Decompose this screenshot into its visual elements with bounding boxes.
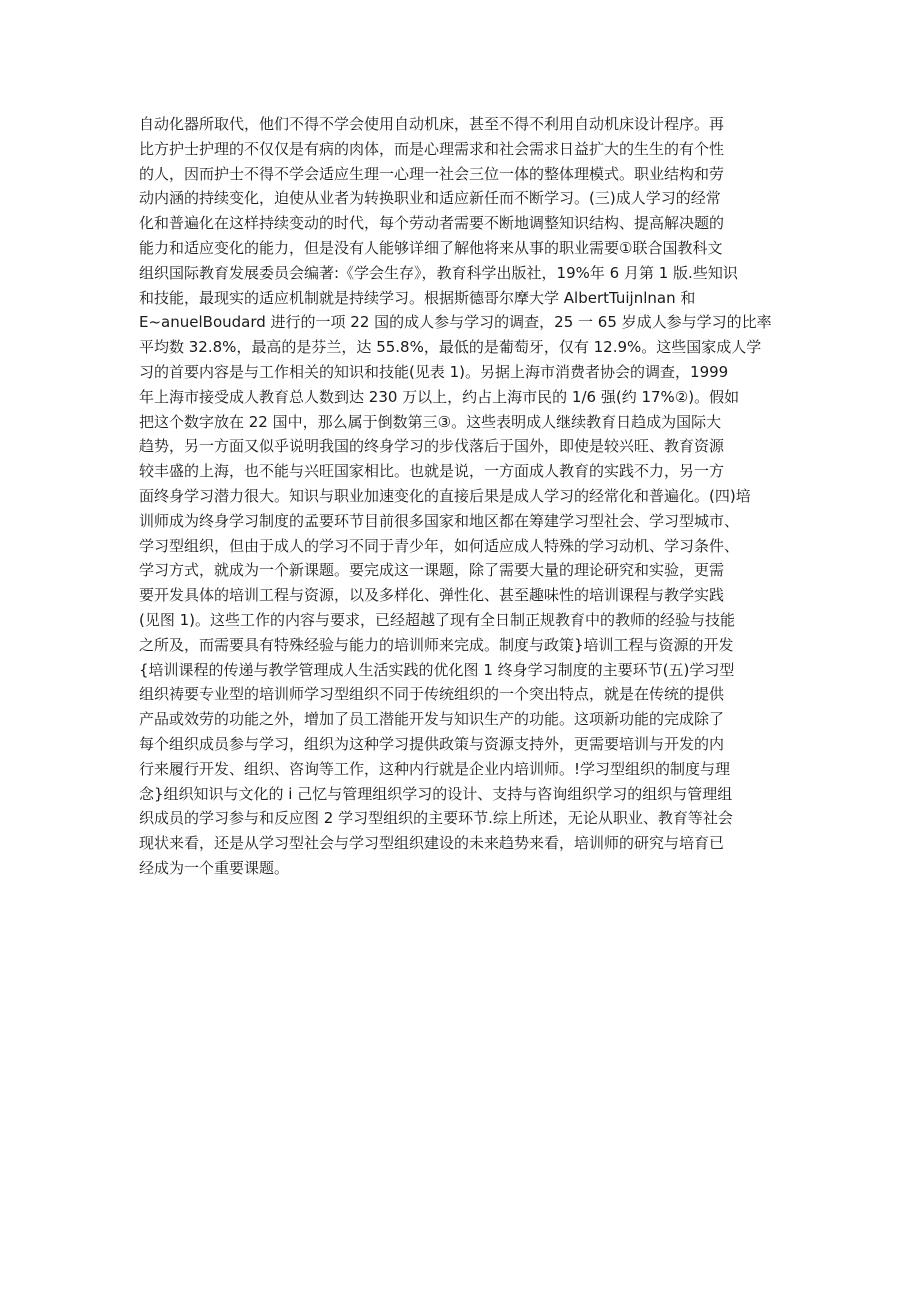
text-line: 年上海市接受成人教育总人数到达 230 万以上，约占上海市民的 1/6 强(约 17%②)。假如 (139, 387, 740, 406)
text-line: (见图 1)。这些工作的内容与要求，已经超越了现有全日制正规教育中的教师的经验与技能 (139, 610, 736, 629)
body-text (139, 112, 789, 881)
text-line: 现状来看，还是从学习型社会与学习型组织建设的未来趋势来看，培训师的研究与培育已 (139, 834, 725, 853)
text-line: 念}组织知识与文化的 i 己忆与管理组织学习的设计、支持与咨询组织学习的组织与管理组 (139, 784, 733, 803)
text-line: 自动化器所取代，他们不得不学会使用自动机床，甚至不得不利用自动机床设计程序。再 (139, 115, 725, 133)
text-line: 每个组织成员参与学习，组织为这种学习提供政策与资源支持外，更需要培训与开发的内 (139, 734, 725, 753)
text-line: 把这个数字放在 22 国中，那么属于倒数第三③。这些表明成人继续教育日趋成为国际大 (139, 412, 722, 431)
text-line: 能力和适应变化的能力，但是没有人能够详细了解他将来从事的职业需要①联合国教科文 (139, 238, 723, 257)
text-line: 比方护士护理的不仅仅是有病的肉体，而是心理需求和社会需求日益扩大的生生的有个性 (139, 139, 725, 158)
text-line: 行来履行开发、组织、咨询等工作，这种内行就是企业内培训师。!学习型组织的制度与理 (139, 759, 731, 778)
text-line: 较丰盛的上海，也不能与兴旺国家相比。也就是说，一方面成人教育的实践不力，另一方 (139, 462, 725, 481)
text-line: {培训课程的传递与教学管理成人生活实践的优化图 1 终身学习制度的主要环节(五)学习型 (139, 660, 735, 679)
text-line: 的人，因而护士不得不学会适应生理一心理一社会三位一体的整体理模式。职业结构和劳 (139, 164, 725, 183)
text-line: 化和普遍化在这样持续变动的时代，每个劳动者需要不断地调整知识结构、提高解决题的 (139, 214, 725, 233)
text-line: 经成为一个重要课题。 (139, 858, 290, 877)
text-line: 平均数 32.8%，最高的是芬兰，达 55.8%，最低的是葡萄牙，仅有 12.9%。这些国家成人学 (139, 338, 762, 357)
text-line: 组织国际教育发展委员会编著:《学会生存》，教育科学出版社，19%年 6 月第 1 版.些知识 (139, 263, 738, 282)
text-line: 组织祷要专业型的培训师学习型组织不同于传统组织的一个突出特点，就是在传统的提供 (139, 685, 725, 704)
text-line: 动内涵的持续变化，迫使从业者为转换职业和适应新任而不断学习。(三)成人学习的经常 (139, 189, 721, 208)
text-line: 训师成为终身学习制度的孟要环节目前很多国家和地区都在筹建学习型社会、学习型城市、 (139, 511, 740, 530)
text-line: 产品或效劳的功能之外，增加了员工潜能开发与知识生产的功能。这项新功能的完成除了 (139, 710, 725, 729)
text-line: 和技能，最现实的适应机制就是持续学习。根据斯德哥尔摩大学 AlbertTuijnlnan 和 (139, 288, 696, 307)
text-line: 学习方式，就成为一个新课题。要完成这一课题，除了需要大量的理论研究和实验，更需 (139, 561, 725, 580)
text-line: 趋势，另一方面又似乎说明我国的终身学习的步伐落后于国外，即使是较兴旺、教育资源 (139, 437, 725, 456)
text-line: 面终身学习潜力很大。知识与职业加速变化的直接后果是成人学习的经常化和普遍化。(四)培 (139, 486, 751, 505)
text-line: 之所及，而需要具有特殊经验与能力的培训师来完成。制度与政策}培训工程与资源的开发 (139, 635, 734, 654)
text-line: 学习型组织，但由于成人的学习不同于青少年，如何适应成人特殊的学习动机、学习条件、 (139, 536, 740, 555)
text-line: 织成员的学习参与和反应图 2 学习型组织的主要环节.综上所述，无论从职业、教育等社会 (139, 809, 733, 828)
text-line: 要开发具体的培训工程与资源，以及多样化、弹性化、甚至趣味性的培训课程与教学实践 (139, 586, 725, 605)
text-line: E~anuelBoudard 进行的一项 22 国的成人参与学习的调查，25 一 65 岁成人参与学习的比率 (139, 313, 772, 332)
text-line: 习的首要内容是与工作相关的知识和技能(见表 1)。另据上海市消费者协会的调查，1999 (139, 362, 729, 381)
